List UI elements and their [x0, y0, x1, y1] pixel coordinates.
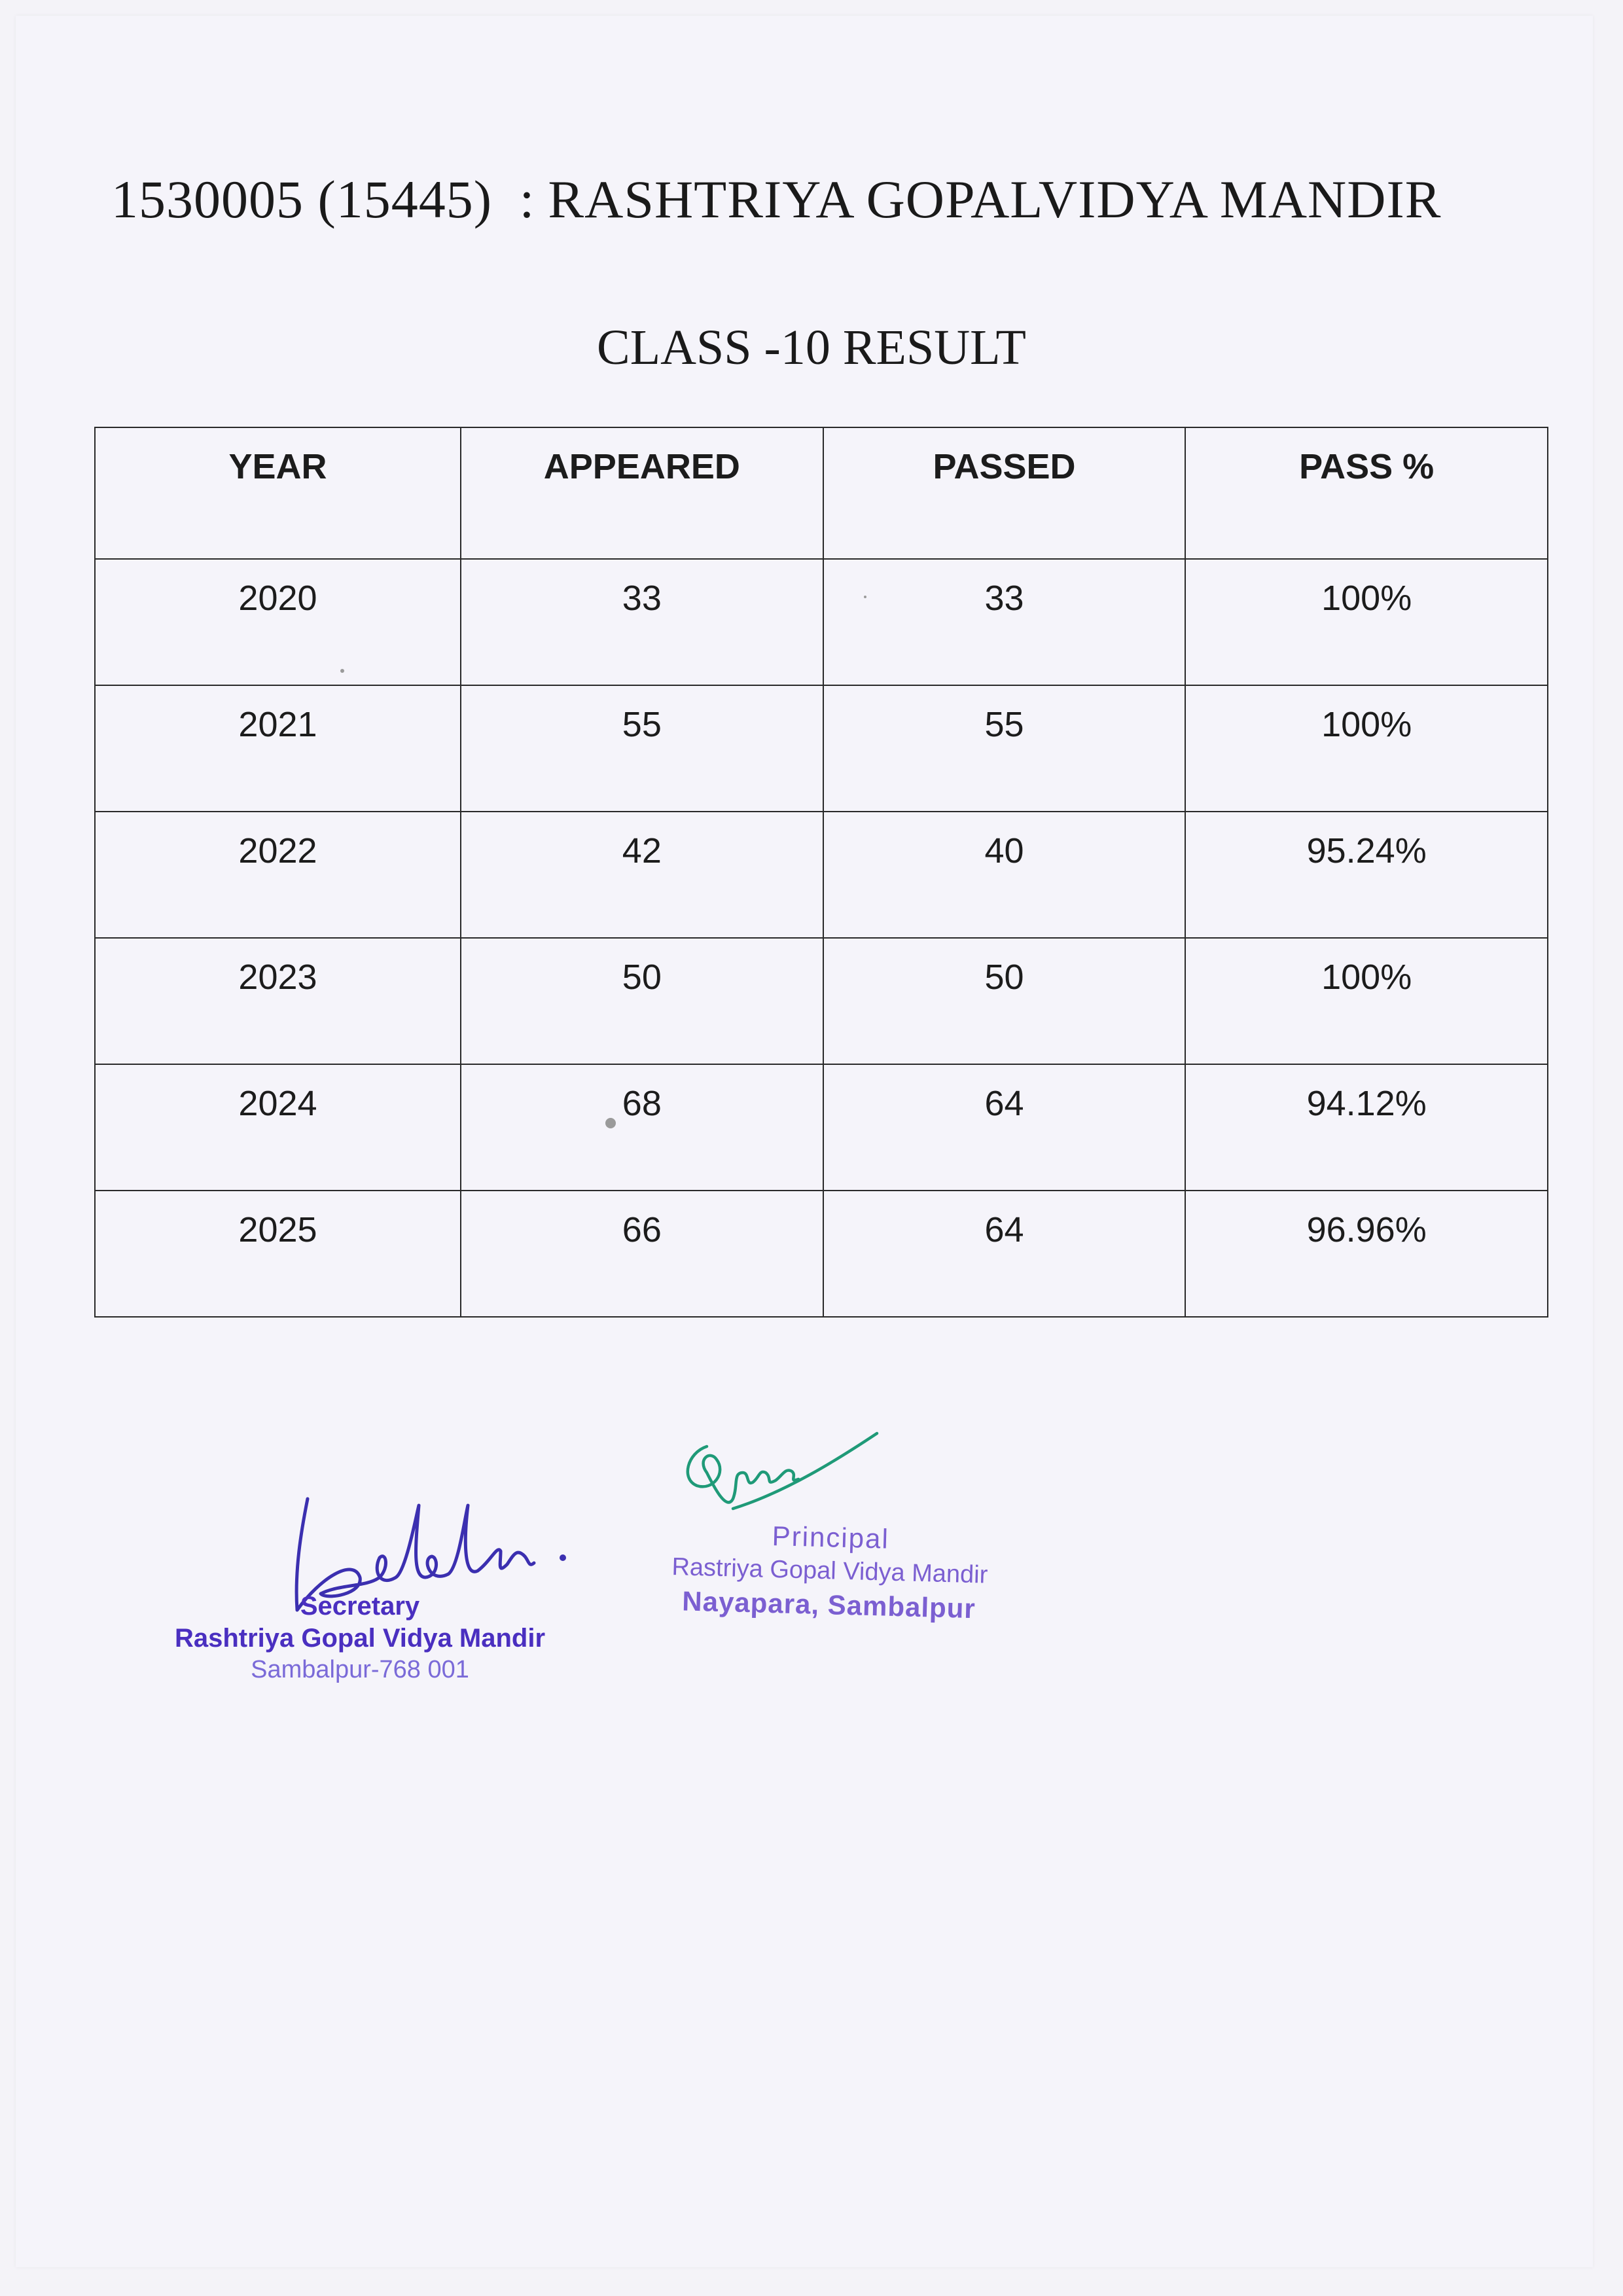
year-cell: 2021: [95, 685, 461, 812]
pass-percent-cell: 100%: [1185, 938, 1548, 1064]
secretary-title: Secretary: [300, 1592, 420, 1621]
appeared-cell: 68: [461, 1064, 823, 1191]
column-header-passed: PASSED: [823, 427, 1186, 559]
column-header-appeared: APPEARED: [461, 427, 823, 559]
table-row: [95, 1191, 1548, 1317]
passed-cell: 55: [823, 685, 1186, 812]
passed-cell: 64: [823, 1191, 1186, 1317]
appeared-cell: 66: [461, 1191, 823, 1317]
secretary-stamp: [157, 1592, 563, 1684]
table-row: [95, 812, 1548, 938]
scan-speck: [340, 669, 344, 673]
pass-percent-cell: 94.12%: [1185, 1064, 1548, 1191]
school-name: RASHTRIYA GOPALVIDYA MANDIR: [548, 170, 1442, 229]
result-table: [94, 427, 1548, 1318]
principal-signature: [668, 1420, 903, 1532]
year-cell: 2024: [95, 1064, 461, 1191]
principal-signature-icon: [668, 1420, 903, 1532]
table-row: [95, 1064, 1548, 1191]
principal-title: Principal: [772, 1520, 890, 1554]
year-cell: 2025: [95, 1191, 461, 1317]
principal-address: Nayapara, Sambalpur: [681, 1585, 976, 1624]
principal-stamp: [645, 1517, 1014, 1626]
passed-cell: 64: [823, 1064, 1186, 1191]
subtitle-text: CLASS -10 RESULT: [597, 320, 1026, 375]
appeared-cell: 55: [461, 685, 823, 812]
year-cell: 2022: [95, 812, 461, 938]
column-header-pass-percent: PASS %: [1185, 427, 1548, 559]
scan-speck: [605, 1118, 616, 1128]
table-row: [95, 559, 1548, 685]
document-subtitle: [0, 319, 1623, 376]
year-cell: 2023: [95, 938, 461, 1064]
udise-code: (15445): [317, 170, 493, 229]
secretary-address: Sambalpur-768 001: [251, 1656, 469, 1683]
school-code: 1530005: [111, 170, 304, 229]
appeared-cell: 42: [461, 812, 823, 938]
pass-percent-cell: 100%: [1185, 559, 1548, 685]
page-title: [111, 169, 1551, 230]
column-header-year: YEAR: [95, 427, 461, 559]
table-row: [95, 685, 1548, 812]
passed-cell: 40: [823, 812, 1186, 938]
pass-percent-cell: 96.96%: [1185, 1191, 1548, 1317]
title-separator: :: [519, 170, 535, 229]
secretary-institution: Rashtriya Gopal Vidya Mandir: [174, 1624, 546, 1653]
principal-institution: Rastriya Gopal Vidya Mandir: [671, 1552, 988, 1589]
scan-speck: [864, 596, 866, 598]
passed-cell: 33: [823, 559, 1186, 685]
year-cell: 2020: [95, 559, 461, 685]
table-header-row: [95, 427, 1548, 559]
table-row: [95, 938, 1548, 1064]
appeared-cell: 33: [461, 559, 823, 685]
appeared-cell: 50: [461, 938, 823, 1064]
pass-percent-cell: 95.24%: [1185, 812, 1548, 938]
pass-percent-cell: 100%: [1185, 685, 1548, 812]
passed-cell: 50: [823, 938, 1186, 1064]
